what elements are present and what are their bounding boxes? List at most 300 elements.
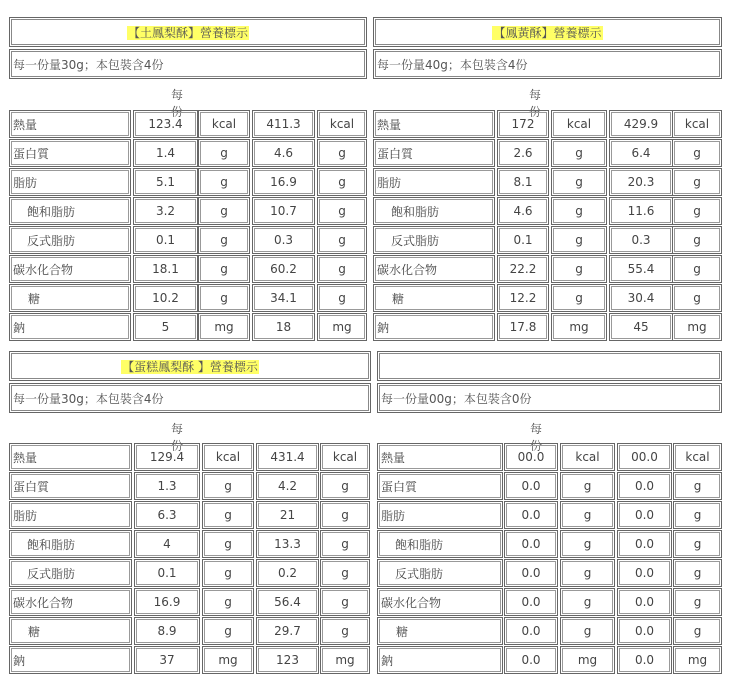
nutrient-label-saturated-fat [9, 197, 131, 225]
per-serving-value-text: 4 [163, 537, 171, 551]
panel-title-box [377, 351, 722, 381]
per-100g-unit-text: g [693, 204, 701, 218]
nutrient-label-calories-text: 熱量 [13, 117, 38, 132]
nutrient-label-fat-text: 脂肪 [13, 508, 38, 523]
per-100g-unit [320, 501, 370, 529]
per-serving-unit-text: kcal [215, 450, 241, 464]
per-100g-unit [672, 226, 722, 254]
per-serving-value [133, 197, 198, 225]
per-100g-unit [672, 284, 722, 312]
per-serving-unit-text: g [224, 595, 232, 609]
per-100g-value [256, 559, 319, 587]
per-100g-value [252, 168, 315, 196]
panel-title-box [9, 351, 371, 381]
per-100g-unit-text: g [693, 566, 702, 580]
nutrient-label-fat [377, 501, 503, 529]
per-serving-value-text: 0.1 [513, 233, 533, 247]
per-serving-value [504, 443, 558, 471]
per-serving-value [134, 588, 200, 616]
nutrient-label-saturated-fat [373, 197, 495, 225]
per-100g-value-text: 4.2 [277, 479, 298, 493]
per-100g-value [256, 646, 319, 674]
per-100g-value [252, 284, 315, 312]
per-serving-unit [551, 226, 607, 254]
nutrient-label-fat [9, 501, 132, 529]
per-serving-unit-text: g [220, 175, 228, 189]
per-100g-unit [672, 313, 722, 341]
per-100g-value [256, 588, 319, 616]
serving-info-box [9, 383, 371, 413]
per-serving-unit-text: g [224, 566, 232, 580]
per-100g-value [252, 226, 315, 254]
per-serving-unit [551, 197, 607, 225]
per-100g-unit [320, 443, 370, 471]
per-serving-value [497, 139, 549, 167]
nutrient-label-sodium-text: 鈉 [381, 653, 394, 668]
per-serving-value [504, 501, 558, 529]
per-serving-unit [551, 168, 607, 196]
per-100g-value [252, 313, 315, 341]
per-serving-value [497, 284, 549, 312]
per-serving-unit-text: g [220, 146, 228, 160]
per-serving-value-text: 0.0 [521, 595, 541, 609]
per-100g-unit [672, 110, 722, 138]
per-serving-value [504, 559, 558, 587]
nutrient-label-protein-text: 蛋白質 [381, 479, 418, 494]
nutrient-label-protein-text: 蛋白質 [377, 146, 414, 161]
per-serving-value-text: 3.2 [155, 204, 176, 218]
nutrient-label-sodium [377, 646, 503, 674]
nutrient-label-protein [9, 472, 132, 500]
per-100g-unit-text: g [338, 291, 346, 305]
per-100g-unit [320, 588, 370, 616]
per-100g-unit [317, 197, 367, 225]
per-serving-value [497, 313, 549, 341]
nutrient-label-carbohydrate [377, 588, 503, 616]
per-100g-unit [673, 443, 722, 471]
per-100g-value [617, 472, 672, 500]
panel-title: 【土鳳梨酥】營養標示 [127, 26, 248, 40]
per-serving-value [134, 530, 200, 558]
per-serving-value-text: 16.9 [153, 595, 181, 609]
nutrient-label-saturated-fat [377, 530, 503, 558]
per-100g-unit [317, 255, 367, 283]
per-serving-value [497, 226, 549, 254]
per-serving-value-text: 8.9 [157, 624, 177, 638]
serving-info-box [377, 383, 722, 413]
nutrient-label-sodium-text: 鈉 [13, 320, 26, 335]
per-100g-value-text: 0.0 [634, 537, 655, 551]
per-serving-value-text: 0.0 [521, 653, 541, 667]
per-100g-unit [320, 559, 370, 587]
per-100g-unit [672, 168, 722, 196]
per-serving-unit-text: g [220, 204, 228, 218]
per-serving-unit [198, 226, 250, 254]
per-100g-value-text: 60.2 [270, 262, 297, 276]
per-100g-value [609, 197, 673, 225]
per-serving-unit [202, 588, 254, 616]
per-100g-unit [320, 472, 370, 500]
per-100g-value [617, 559, 672, 587]
per-100g-unit-text: g [341, 595, 349, 609]
per-serving-unit [198, 255, 250, 283]
per-100g-value-text: 10.7 [270, 204, 297, 218]
per-100g-value-text: 0.2 [277, 566, 298, 580]
nutrient-label-sugar-text: 糖 [28, 624, 41, 639]
per-serving-value-text: 37 [159, 653, 175, 667]
per-100g-unit-text: mg [332, 320, 352, 334]
per-100g-unit-text: g [341, 508, 349, 522]
serving-info-box [9, 49, 367, 79]
per-100g-value-text: 18 [275, 320, 292, 334]
nutrient-label-saturated-fat-text: 飽和脂肪 [27, 204, 76, 219]
per-100g-unit-text: kcal [332, 450, 358, 464]
per-100g-unit-text: g [693, 175, 701, 189]
nutrient-label-sodium [9, 646, 132, 674]
per-100g-unit [320, 617, 370, 645]
nutrient-label-calories-text: 熱量 [13, 450, 38, 465]
per-100g-unit-text: g [338, 175, 346, 189]
per-serving-value-text: 6.3 [157, 508, 177, 522]
per-serving-unit [202, 530, 254, 558]
nutrient-label-protein [373, 139, 495, 167]
per-serving-unit-text: g [224, 624, 232, 638]
per-100g-unit-text: g [693, 291, 701, 305]
nutrient-label-carbohydrate [9, 255, 131, 283]
per-serving-unit-text: kcal [566, 117, 592, 131]
nutrient-label-trans-fat-text: 反式脂肪 [395, 566, 444, 581]
per-100g-unit-text: g [338, 262, 346, 276]
nutrient-label-fat [373, 168, 495, 196]
per-100g-unit [673, 646, 722, 674]
per-serving-unit-text: g [583, 566, 592, 580]
nutrient-label-sodium-text: 鈉 [377, 320, 390, 335]
serving-info: 每一份量40g；本包裝含4份 [377, 58, 528, 72]
per-serving-value-text: 0.0 [521, 624, 541, 638]
per-100g-value-text: 0.0 [634, 595, 655, 609]
per-serving-unit-text: mg [569, 320, 589, 334]
nutrient-label-sugar [377, 617, 503, 645]
per-serving-unit-text: mg [218, 653, 238, 667]
per-serving-unit [198, 313, 250, 341]
per-serving-unit-text: g [575, 175, 583, 189]
serving-info-box [373, 49, 722, 79]
nutrient-label-trans-fat [377, 559, 503, 587]
per-serving-value-text: 0.0 [521, 508, 541, 522]
per-serving-unit [551, 284, 607, 312]
nutrient-label-sugar-text: 糖 [392, 291, 405, 306]
per-100g-value-text: 0.0 [634, 566, 655, 580]
per-serving-value [497, 197, 549, 225]
nutrient-label-saturated-fat-text: 飽和脂肪 [27, 537, 76, 552]
per-100g-unit-text: mg [687, 653, 708, 667]
per-100g-value [609, 255, 673, 283]
nutrient-label-fat-text: 脂肪 [381, 508, 406, 523]
per-serving-unit-text: g [583, 624, 592, 638]
serving-info: 每一份量00g；本包裝含0份 [381, 392, 532, 406]
nutrient-label-trans-fat-text: 反式脂肪 [391, 233, 440, 248]
per-serving-value-text: 0.0 [521, 537, 541, 551]
nutrient-label-calories [9, 443, 132, 471]
per-100g-unit-text: g [693, 262, 701, 276]
per-100g-value-text: 20.3 [627, 175, 655, 189]
per-100g-unit-text: kcal [329, 117, 355, 131]
per-serving-unit [202, 443, 254, 471]
per-serving-value [133, 168, 198, 196]
per-100g-unit [320, 646, 370, 674]
nutrient-label-trans-fat [9, 559, 132, 587]
per-serving-unit-text: g [575, 146, 583, 160]
per-serving-value-text: 5.1 [155, 175, 176, 189]
per-serving-value [134, 646, 200, 674]
nutrient-label-carbohydrate-text: 碳水化合物 [13, 595, 74, 610]
per-100g-value-text: 0.0 [634, 508, 655, 522]
per-serving-unit-text: g [583, 508, 592, 522]
per-100g-value-text: 30.4 [627, 291, 655, 305]
per-100g-value [609, 226, 673, 254]
nutrient-label-protein [9, 139, 131, 167]
per-serving-unit-text: g [220, 291, 228, 305]
per-100g-unit-text: g [338, 204, 346, 218]
per-100g-value-text: 13.3 [274, 537, 301, 551]
per-serving-header: 每份 [529, 88, 542, 119]
per-serving-unit-text: g [224, 479, 232, 493]
panel-title: 【鳳黃酥】營養標示 [493, 26, 602, 40]
per-serving-unit [560, 559, 615, 587]
per-100g-unit-text: g [341, 624, 349, 638]
nutrient-label-fat [9, 168, 131, 196]
per-100g-value-text: 34.1 [270, 291, 297, 305]
per-serving-unit [560, 501, 615, 529]
per-100g-value [609, 110, 673, 138]
per-100g-value-text: 0.3 [273, 233, 294, 247]
per-serving-value [504, 472, 558, 500]
per-serving-unit-text: g [583, 537, 592, 551]
per-100g-unit [673, 501, 722, 529]
per-100g-unit-text: g [693, 595, 702, 609]
per-100g-value [252, 255, 315, 283]
nutrient-label-trans-fat [9, 226, 131, 254]
per-100g-value [252, 110, 315, 138]
per-serving-unit-text: g [224, 508, 232, 522]
nutrient-label-carbohydrate-text: 碳水化合物 [377, 262, 438, 277]
per-100g-value [256, 530, 319, 558]
per-serving-value [133, 139, 198, 167]
per-serving-unit [551, 139, 607, 167]
nutrient-label-calories-text: 熱量 [381, 450, 406, 465]
nutrient-label-carbohydrate-text: 碳水化合物 [381, 595, 442, 610]
per-serving-unit-text: g [220, 262, 228, 276]
per-serving-value-text: 0.1 [157, 566, 177, 580]
per-serving-header: 每份 [171, 422, 184, 453]
per-100g-unit [673, 617, 722, 645]
per-100g-value [256, 617, 319, 645]
per-serving-unit [198, 110, 250, 138]
nutrient-label-protein [377, 472, 503, 500]
per-serving-unit [560, 588, 615, 616]
per-100g-value-text: 429.9 [623, 117, 659, 131]
per-serving-value-text: 0.0 [521, 566, 541, 580]
per-100g-value-text: 11.6 [627, 204, 655, 218]
nutrient-label-trans-fat-text: 反式脂肪 [27, 233, 76, 248]
nutrient-label-sugar [373, 284, 495, 312]
per-100g-value-text: 0.0 [634, 653, 655, 667]
per-serving-value [134, 559, 200, 587]
per-serving-unit [202, 617, 254, 645]
per-serving-unit [551, 110, 607, 138]
per-serving-value-text: 0.0 [521, 479, 541, 493]
per-serving-unit [560, 646, 615, 674]
per-100g-unit-text: g [693, 537, 702, 551]
per-serving-unit-text: g [575, 233, 583, 247]
nutrient-label-protein-text: 蛋白質 [13, 146, 50, 161]
per-100g-value [617, 617, 672, 645]
per-100g-unit-text: kcal [684, 117, 710, 131]
per-100g-value-text: 6.4 [631, 146, 651, 160]
per-serving-value [133, 226, 198, 254]
per-100g-value [252, 197, 315, 225]
per-100g-unit-text: kcal [685, 450, 710, 464]
per-serving-unit-text: kcal [575, 450, 600, 464]
per-serving-unit [202, 501, 254, 529]
per-100g-value-text: 21 [279, 508, 296, 522]
per-serving-value-text: 4.6 [513, 204, 533, 218]
per-serving-value-text: 0.1 [155, 233, 176, 247]
per-serving-value [134, 443, 200, 471]
per-serving-unit-text: g [575, 262, 583, 276]
per-serving-unit-text: g [224, 537, 232, 551]
per-serving-value [133, 255, 198, 283]
per-100g-value [617, 530, 672, 558]
per-serving-unit [560, 472, 615, 500]
per-100g-unit [672, 255, 722, 283]
nutrient-label-sodium [9, 313, 131, 341]
per-100g-value-text: 4.6 [273, 146, 294, 160]
per-100g-value-text: 00.0 [631, 450, 658, 464]
per-serving-value [133, 313, 198, 341]
per-100g-unit [317, 110, 367, 138]
per-100g-value [617, 588, 672, 616]
nutrient-label-trans-fat [373, 226, 495, 254]
per-100g-unit-text: g [693, 146, 701, 160]
per-100g-value-text: 123 [276, 653, 299, 667]
panel-title: 【蛋糕鳳梨酥 】營養標示 [122, 360, 258, 374]
per-serving-value-text: 10.2 [152, 291, 179, 305]
per-100g-unit-text: g [338, 146, 346, 160]
nutrient-label-trans-fat-text: 反式脂肪 [27, 566, 76, 581]
per-100g-unit [672, 139, 722, 167]
nutrient-label-calories [9, 110, 131, 138]
nutrient-label-sugar [9, 284, 131, 312]
per-serving-value [133, 284, 198, 312]
per-100g-unit [320, 530, 370, 558]
per-100g-value [617, 646, 672, 674]
per-100g-unit [673, 559, 722, 587]
per-100g-value [256, 472, 319, 500]
per-serving-value [504, 617, 558, 645]
per-100g-value [256, 501, 319, 529]
per-serving-value-text: 00.0 [517, 450, 545, 464]
per-serving-value-text: 5 [161, 320, 170, 334]
per-serving-value-text: 8.1 [513, 175, 533, 189]
per-100g-value [609, 284, 673, 312]
per-serving-unit-text: g [583, 595, 592, 609]
per-100g-unit [317, 313, 367, 341]
nutrient-label-sodium [373, 313, 495, 341]
per-serving-unit [198, 168, 250, 196]
nutrient-label-saturated-fat [9, 530, 132, 558]
per-100g-unit [673, 588, 722, 616]
nutrient-label-fat-text: 脂肪 [13, 175, 38, 190]
per-100g-unit-text: g [693, 624, 702, 638]
per-100g-value-text: 0.0 [634, 479, 655, 493]
per-100g-value-text: 45 [633, 320, 649, 334]
per-100g-unit [317, 168, 367, 196]
per-serving-unit [202, 472, 254, 500]
per-100g-value-text: 56.4 [274, 595, 301, 609]
per-100g-unit [673, 530, 722, 558]
per-serving-value-text: 1.3 [157, 479, 177, 493]
per-100g-unit-text: g [341, 479, 349, 493]
per-serving-value [504, 530, 558, 558]
per-serving-unit [198, 139, 250, 167]
per-serving-unit [551, 313, 607, 341]
per-100g-value-text: 55.4 [627, 262, 655, 276]
per-100g-unit [317, 139, 367, 167]
nutrient-label-protein-text: 蛋白質 [13, 479, 50, 494]
per-serving-unit-text: mg [577, 653, 598, 667]
per-100g-value [609, 313, 673, 341]
per-100g-value [617, 501, 672, 529]
per-serving-value [133, 110, 198, 138]
panel-title-box [9, 17, 367, 47]
per-serving-value-text: 17.8 [509, 320, 537, 334]
per-serving-value-text: 129.4 [149, 450, 185, 464]
per-100g-unit [672, 197, 722, 225]
per-100g-unit-text: g [693, 479, 702, 493]
per-serving-value-text: 18.1 [152, 262, 179, 276]
per-100g-value [609, 168, 673, 196]
per-serving-value-text: 2.6 [513, 146, 533, 160]
per-serving-value [497, 110, 549, 138]
per-serving-unit-text: g [575, 291, 583, 305]
nutrient-label-saturated-fat-text: 飽和脂肪 [391, 204, 440, 219]
per-serving-unit [198, 197, 250, 225]
per-serving-value-text: 172 [511, 117, 535, 131]
per-100g-value [617, 443, 672, 471]
per-100g-value-text: 29.7 [274, 624, 301, 638]
per-serving-unit [202, 646, 254, 674]
nutrient-label-calories-text: 熱量 [377, 117, 402, 132]
per-serving-unit-text: g [575, 204, 583, 218]
per-serving-unit [560, 530, 615, 558]
per-serving-header: 每份 [530, 422, 543, 453]
per-100g-value [609, 139, 673, 167]
panel-title-box [373, 17, 722, 47]
per-serving-unit-text: g [220, 233, 228, 247]
per-serving-value [134, 472, 200, 500]
per-serving-header: 每份 [171, 88, 184, 119]
per-serving-value [497, 168, 549, 196]
serving-info: 每一份量30g；本包裝含4份 [13, 392, 164, 406]
nutrient-label-carbohydrate-text: 碳水化合物 [13, 262, 74, 277]
per-100g-value [252, 139, 315, 167]
per-serving-unit-text: g [583, 479, 592, 493]
per-serving-value-text: 22.2 [509, 262, 537, 276]
per-100g-unit-text: g [693, 233, 701, 247]
per-100g-value-text: 411.3 [266, 117, 301, 131]
per-100g-value [256, 443, 319, 471]
